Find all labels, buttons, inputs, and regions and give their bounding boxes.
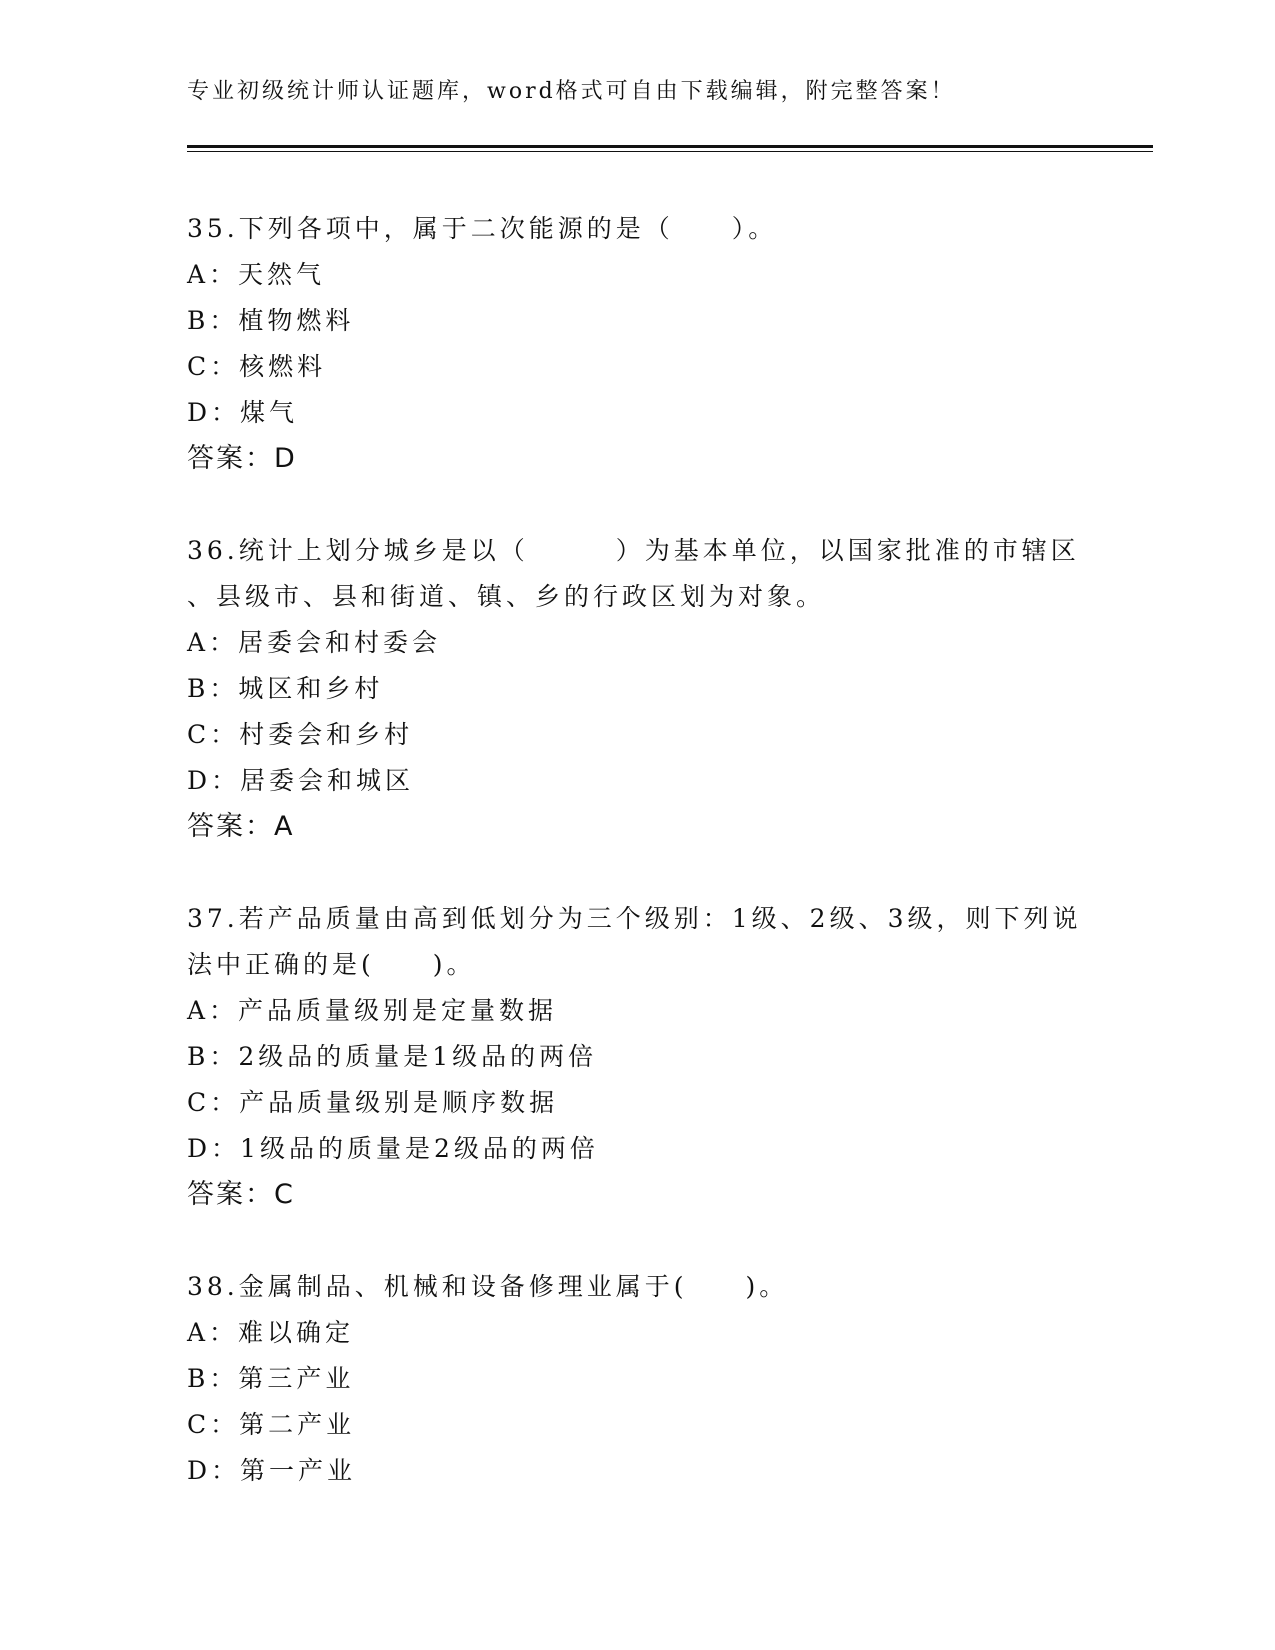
option-b: B：城区和乡村: [187, 674, 384, 703]
page-header: 专业初级统计师认证题库，word格式可自由下载编辑，附完整答案！: [187, 79, 956, 104]
question-list: [187, 206, 1087, 1540]
answer-line: 答案：A: [187, 811, 295, 842]
question-36: [187, 528, 1087, 850]
option-b: B：第三产业: [187, 1364, 355, 1393]
option-c: C：核燃料: [187, 352, 327, 381]
option-c: C：第二产业: [187, 1410, 356, 1439]
option-a: A：产品质量级别是定量数据: [187, 996, 558, 1025]
option-a: A：居委会和村委会: [187, 628, 442, 657]
question-38: [187, 1264, 1087, 1494]
question-stem-continued: 法中正确的是( )。: [187, 950, 476, 979]
answer-line: 答案：D: [187, 443, 297, 474]
option-c: C：产品质量级别是顺序数据: [187, 1088, 559, 1117]
option-a: A：难以确定: [187, 1318, 355, 1347]
question-stem: 35.下列各项中，属于二次能源的是（ ）。: [187, 214, 778, 243]
option-d: D：煤气: [187, 398, 299, 427]
question-35: [187, 206, 1087, 482]
question-stem: 36.统计上划分城乡是以（ ）为基本单位，以国家批准的市辖区: [187, 536, 1080, 565]
option-d: D：1级品的质量是2级品的两倍: [187, 1134, 599, 1163]
option-a: A：天然气: [187, 260, 326, 289]
answer-line: 答案：C: [187, 1179, 295, 1210]
option-c: C：村委会和乡村: [187, 720, 414, 749]
question-stem: 37.若产品质量由高到低划分为三个级别：1级、2级、3级，则下列说: [187, 904, 1082, 933]
question-37: [187, 896, 1087, 1218]
question-stem: 38.金属制品、机械和设备修理业属于( )。: [187, 1272, 789, 1301]
question-stem-continued: 、县级市、县和街道、镇、乡的行政区划为对象。: [187, 582, 826, 611]
option-d: D：居委会和城区: [187, 766, 415, 795]
header-rule: [187, 145, 1153, 152]
option-b: B：植物燃料: [187, 306, 355, 335]
option-d: D：第一产业: [187, 1456, 357, 1485]
option-b: B：2级品的质量是1级品的两倍: [187, 1042, 598, 1071]
